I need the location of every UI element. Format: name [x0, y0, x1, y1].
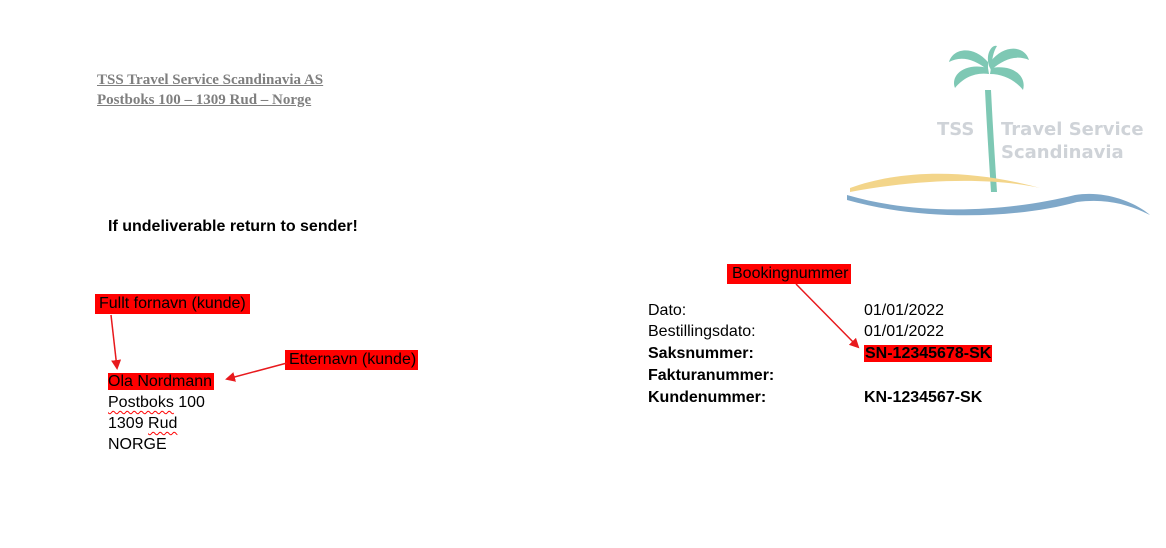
arrow-booking-number: [796, 284, 858, 347]
recipient-street-prefix: Postboks: [108, 394, 174, 411]
fakturanummer-label: Fakturanummer:: [648, 367, 775, 384]
bestillingsdato-label: Bestillingsdato:: [648, 323, 756, 340]
saksnummer-value-text: SN-12345678-SK: [865, 345, 992, 362]
kundenummer-value: KN-1234567-SK: [864, 389, 983, 406]
arrow-last-name: [227, 363, 287, 379]
return-notice: If undeliverable return to sender!: [108, 218, 358, 235]
logo-name-line-2: Scandinavia: [1001, 142, 1124, 163]
dato-label: Dato:: [648, 302, 687, 319]
annotation-booking-number: Bookingnummer: [727, 264, 851, 284]
logo-abbr: TSS: [937, 119, 975, 140]
recipient-street-number: 100: [173, 394, 205, 411]
arrow-full-name: [111, 315, 117, 368]
bestillingsdato-value: 01/01/2022: [864, 323, 945, 340]
annotation-full-name: Fullt fornavn (kunde): [95, 294, 250, 314]
recipient-postcode: 1309: [108, 415, 149, 432]
recipient-name: Ola Nordmann: [108, 373, 213, 390]
sender-line-2: Postboks 100 – 1309 Rud – Norge: [97, 92, 312, 108]
saksnummer-label: Saksnummer:: [648, 345, 754, 362]
sender-line-1: TSS Travel Service Scandinavia AS: [97, 72, 324, 88]
recipient-country: NORGE: [108, 436, 167, 453]
kundenummer-label: Kundenummer:: [648, 389, 767, 406]
annotation-last-name: Etternavn (kunde): [285, 350, 418, 370]
logo-name-line-1: Travel Service: [1001, 119, 1144, 140]
dato-value: 01/01/2022: [864, 302, 945, 319]
recipient-city: Rud: [148, 415, 178, 432]
